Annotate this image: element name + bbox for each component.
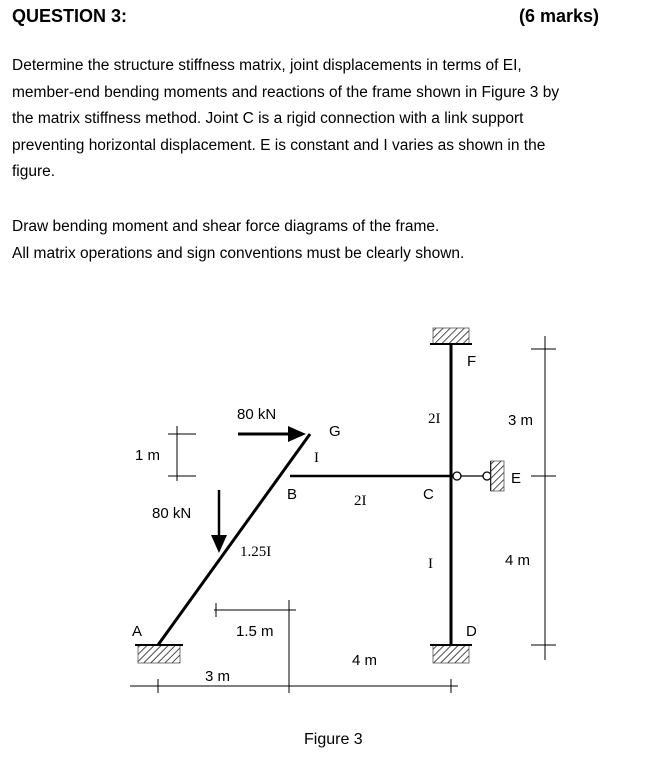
statement-line: Determine the structure stiffness matrix, joint displacements in terms of EI, [12, 57, 522, 74]
joint-label-a: A [132, 623, 143, 640]
dim-label-3m-bottom: 3 m [205, 668, 231, 685]
inertia-label-col-bottom: I [428, 556, 433, 572]
dim-label-4m-bottom: 4 m [352, 652, 378, 669]
joint-label-f: F [467, 353, 477, 370]
dim-label-1m: 1 m [135, 447, 161, 464]
question-title: QUESTION 3: [12, 6, 128, 26]
fixed-support-f [430, 328, 472, 344]
inertia-label-col-top: 2I [428, 411, 441, 427]
joint-label-d: D [466, 623, 477, 640]
statement-line: the matrix stiffness method. Joint C is a rigid connection with a link support [12, 110, 524, 127]
statement-line: figure. [12, 163, 56, 180]
instruction-line: Draw bending moment and shear force diagrams of the frame. [12, 218, 440, 235]
dim-label-3m-top: 3 m [508, 412, 534, 429]
load-label-horizontal: 80 kN [237, 406, 277, 423]
inertia-label-overhang: I [314, 450, 319, 466]
question-marks: (6 marks) [518, 6, 599, 26]
vertical-load-arrow [211, 490, 227, 553]
load-label-vertical: 80 kN [152, 505, 192, 522]
instruction-line: All matrix operations and sign conventions must be clearly shown. [12, 244, 465, 262]
fixed-support-a [135, 645, 183, 663]
horizontal-load-arrow [238, 426, 306, 442]
link-support-c [451, 461, 504, 491]
joint-label-e: E [511, 470, 522, 487]
statement-line: member-end bending moments and reactions of the frame shown in Figure 3 by [12, 83, 560, 101]
dim-label-4m-right: 4 m [505, 552, 531, 569]
joint-label-b: B [287, 486, 298, 503]
joint-label-g: G [329, 423, 341, 440]
joint-label-c: C [423, 486, 434, 503]
inertia-label-beam: 2I [354, 493, 367, 509]
statement-line: preventing horizontal displacement. E is constant and I varies as shown in the [12, 136, 546, 154]
inertia-label-inclined: 1.25I [240, 544, 272, 560]
dimension-lines [130, 336, 556, 693]
dim-label-1-5m: 1.5 m [236, 623, 274, 640]
fixed-support-d [430, 645, 472, 663]
member-inclined-ab [158, 434, 310, 645]
figure-caption: Figure 3 [304, 731, 363, 748]
